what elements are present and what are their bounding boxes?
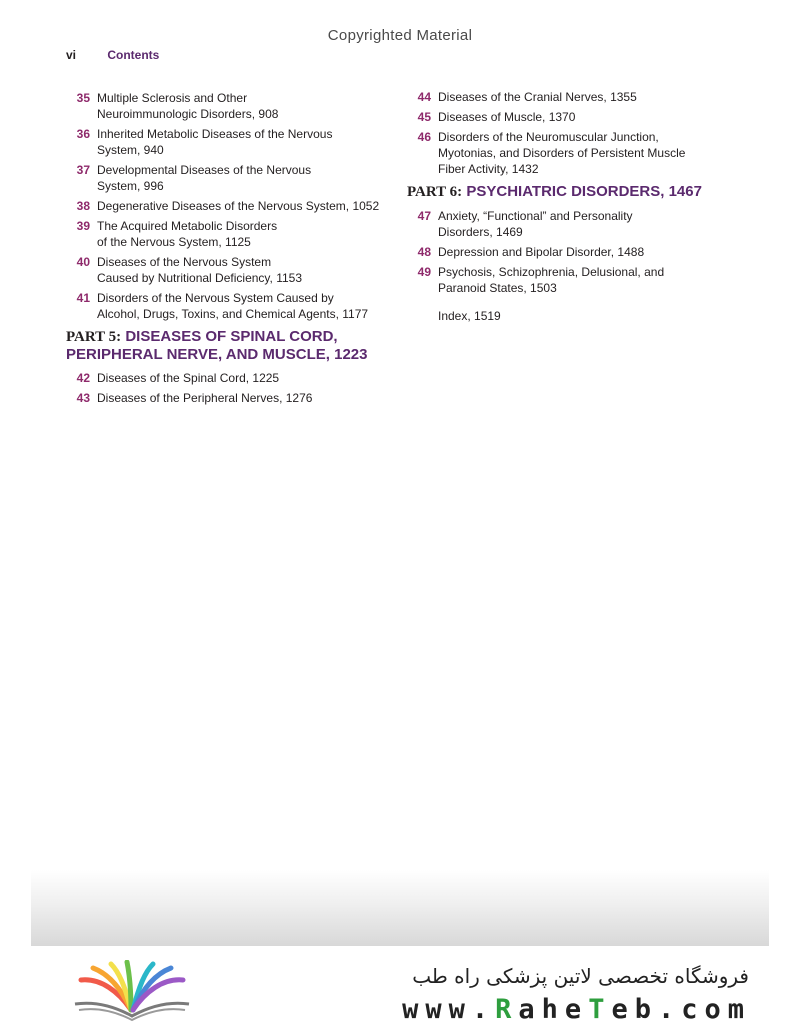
url-part: eb.com [611, 994, 751, 1025]
chapter-title-line: Caused by Nutritional Deficiency, 1153 [97, 271, 302, 285]
chapter-title-line: Diseases of the Cranial Nerves, 1355 [438, 90, 637, 104]
chapter-title-line: of the Nervous System, 1125 [97, 235, 251, 249]
url-part: www. [402, 994, 496, 1025]
chapter-title-line: System, 940 [97, 143, 164, 157]
toc-entry [66, 198, 386, 214]
chapter-title-line: Disorders of the Nervous System Caused by [97, 291, 334, 305]
chapter-title-line: Inherited Metabolic Diseases of the Nervous [97, 127, 333, 141]
toc-entry [66, 254, 386, 286]
part-title: PSYCHIATRIC DISORDERS, 1467 [466, 183, 702, 200]
running-head-title: Contents [107, 48, 160, 62]
chapter-title-line: Developmental Diseases of the Nervous [97, 163, 312, 177]
chapter-title-line: The Acquired Metabolic Disorders [97, 219, 278, 233]
chapter-title-line: Neuroimmunologic Disorders, 908 [97, 107, 279, 121]
watermark-footer [31, 946, 769, 1028]
chapter-title-line: Degenerative Diseases of the Nervous System, 1052 [97, 199, 380, 213]
chapter-number: 49 [417, 265, 431, 279]
toc-entry [407, 244, 727, 260]
chapter-title-line: Depression and Bipolar Disorder, 1488 [438, 245, 645, 259]
footer-shadow [31, 870, 769, 946]
url-part-accent: R [495, 994, 519, 1025]
chapter-title-line: Diseases of Muscle, 1370 [438, 110, 576, 124]
chapter-number: 37 [76, 163, 90, 177]
chapter-number: 41 [76, 291, 90, 305]
left-column [66, 90, 386, 410]
toc-entry [407, 264, 727, 296]
chapter-title-line: Diseases of the Nervous System [97, 255, 272, 269]
chapter-number: 48 [417, 245, 431, 259]
toc-entry [407, 109, 727, 125]
toc-entry [66, 290, 386, 322]
toc-entry [66, 390, 386, 406]
part-label: PART 5: [66, 329, 122, 345]
toc-list [407, 89, 727, 177]
chapter-number: 35 [76, 91, 90, 105]
open-book-rainbow-icon [71, 960, 193, 1022]
toc-entry [66, 218, 386, 250]
right-column [407, 89, 727, 324]
copyright-notice: Copyrighted Material [327, 27, 473, 44]
chapter-number: 39 [76, 219, 90, 233]
chapter-title-line: Anxiety, “Functional” and Personality [438, 209, 633, 223]
toc-entry [407, 89, 727, 105]
index-entry: Index, 1519 [438, 309, 501, 323]
shop-name: فروشگاه تخصصی لاتین پزشکی راه طب [412, 964, 749, 988]
toc-list [66, 90, 386, 322]
page-number: vi [66, 48, 77, 62]
chapter-title-line: Fiber Activity, 1432 [438, 162, 539, 176]
toc-entry [66, 126, 386, 158]
part-title-continued: PERIPHERAL NERVE, AND MUSCLE, 1223 [66, 346, 368, 363]
chapter-number: 46 [417, 130, 431, 144]
chapter-title-line: Paranoid States, 1503 [438, 281, 557, 295]
toc-entry [66, 370, 386, 386]
chapter-number: 36 [76, 127, 90, 141]
chapter-number: 47 [417, 209, 431, 223]
url-part: ahe [518, 994, 589, 1025]
chapter-number: 45 [417, 110, 431, 124]
chapter-number: 38 [76, 199, 90, 213]
toc-entry [66, 162, 386, 194]
toc-list [66, 370, 386, 406]
toc-entry [407, 129, 727, 177]
website-url [402, 994, 751, 1025]
url-part-accent: T [588, 994, 612, 1025]
chapter-title-line: Disorders of the Neuromuscular Junction, [438, 130, 659, 144]
chapter-title-line: Multiple Sclerosis and Other [97, 91, 248, 105]
part-heading-5 [66, 328, 386, 363]
chapter-title-line: Diseases of the Peripheral Nerves, 1276 [97, 391, 313, 405]
part-label: PART 6: [407, 184, 463, 200]
chapter-title-line: Myotonias, and Disorders of Persistent Muscle [438, 146, 686, 160]
part-heading-6 [407, 183, 727, 201]
part-title: DISEASES OF SPINAL CORD, [125, 328, 338, 345]
chapter-title-line: Psychosis, Schizophrenia, Delusional, and [438, 265, 665, 279]
toc-entry [407, 208, 727, 240]
chapter-number: 43 [76, 391, 90, 405]
running-head [66, 48, 159, 62]
chapter-title-line: Disorders, 1469 [438, 225, 523, 239]
chapter-title-line: System, 996 [97, 179, 164, 193]
chapter-title-line: Alcohol, Drugs, Toxins, and Chemical Agents, 1177 [97, 307, 369, 321]
toc-entry [66, 90, 386, 122]
chapter-number: 40 [76, 255, 90, 269]
toc-list [407, 208, 727, 296]
chapter-number: 42 [76, 371, 90, 385]
chapter-number: 44 [417, 90, 431, 104]
chapter-title-line: Diseases of the Spinal Cord, 1225 [97, 371, 280, 385]
